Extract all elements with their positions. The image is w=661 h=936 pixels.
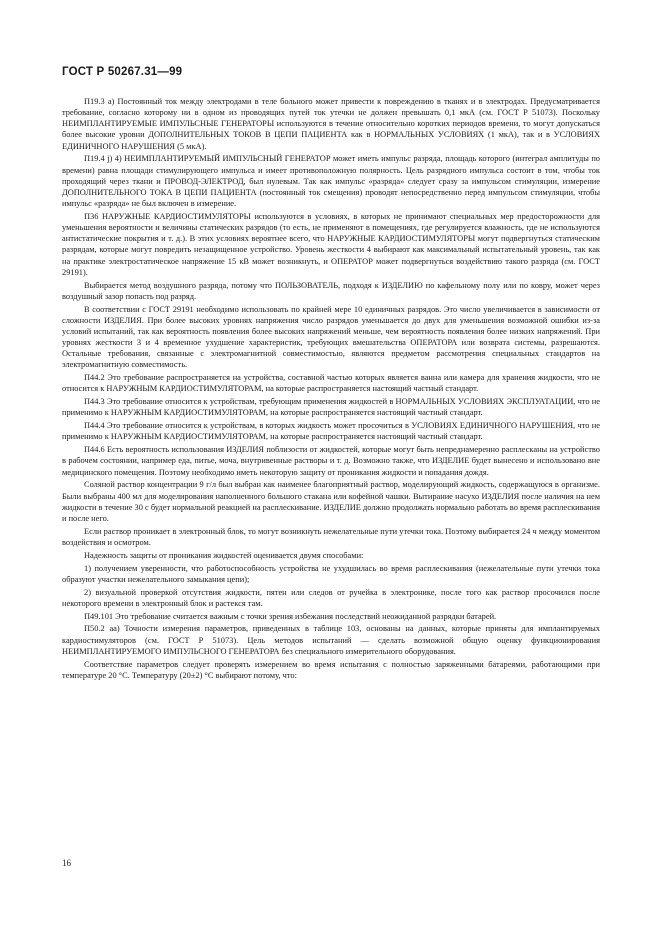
paragraph-p44-2: П44.2 Это требование распространяется на устройства, составной частью которых является ванна или камера для хранения жидкости, что не относится к НАРУЖНЫМ КАРДИОСТИМУЛЯТОРАМ, на которые распространяется настоящий частный стандарт. xyxy=(62,373,600,394)
document-body xyxy=(62,96,600,683)
paragraph-temperature: Соответствие параметров следует проверять измерением во время испытания с полностью заряженными батареями, работающими при температуре 20 °С. Температуру (20±2) °С выбирают потому, что: xyxy=(62,659,600,680)
standard-header: ГОСТ Р 50267.31—99 xyxy=(62,66,183,78)
paragraph-p50-2: П50.2 аа) Точности измерения параметров, приведенных в таблице 103, основаны на данных, которые приняты для имплантируемых кардиостимуляторов (см. ГОСТ Р 51073). Цель методов испытаний — сделать возможной общую оценку функционирования НЕИМПЛАНТИРУЕМОГО ИМПУЛЬСНОГО ГЕНЕРАТОРА без специального измерительного оборудования. xyxy=(62,624,600,656)
paragraph-air-discharge: Выбирается метод воздушного разряда, потому что ПОЛЬЗОВАТЕЛЬ, подходя к ИЗДЕЛИЮ по кафельному полу или по ковру, может через воздушный зазор попасть под разряд. xyxy=(62,280,600,301)
assessment-list xyxy=(62,563,600,609)
paragraph-saline: Соляной раствор концентрации 9 г/л был выбран как наименее благоприятный раствор, моделирующий жидкость, содержащуюся в организме. Были выбраны 400 мл для моделирования наполненного большого стакана или кофейной чашки. Вытирание насухо ИЗДЕЛИЯ после наличия на нем жидкости в течение 30 с будет нормальной реакцией на расплескивание. ИЗДЕЛИЕ должно продолжать нормально работать во время расплескивания и после него. xyxy=(62,480,600,523)
paragraph-reliability: Надежность защиты от проникания жидкостей оценивается двумя способами: xyxy=(84,550,364,560)
list-item: 2) визуальной проверкой отсутствия жидкости, пятен или следов от ручейка в электронике, после того как раствор просочился после некоторого времени в электронный блок и растекся там. xyxy=(62,587,600,608)
paragraph-p36: П36 НАРУЖНЫЕ КАРДИОСТИМУЛЯТОРЫ используются в условиях, в которых не принимают специальных мер предосторожности для уменьшения вероятности и величины статических разрядов (то есть, не применяют в помещениях, где регулируется влажность, где не используются антистатические покрытия и т. д.). В этих условиях вероятнее всего, что НАРУЖНЫЕ КАРДИОСТИМУЛЯТОРЫ могут подвергнуться статическим разрядам, которые могут повредить незащищенное устройство. Уровень жесткости 4 выбирают как максимальный испытательный уровень, так как на практике электростатическое напряжение 15 кВ может возникнуть, и ОПЕРАТОР может подвергнуться воздействию такого разряда (см. ГОСТ 29191). xyxy=(62,211,600,277)
paragraph-p19-3: П19.3 а) Постоянный ток между электродами в теле больного может привести к повреждению в тканях и в электродах. Предусматривается требование, согласно которому ни в одном из проводящих путей ток утечки не должен превышать 0,1 мкА (см. ГОСТ Р 51073). Поскольку НЕИМПЛАНТИРУЕМЫЕ ИМПУЛЬСНЫЕ ГЕНЕРАТОРЫ используются в течение относительно коротких периодов времени, то могут допускаться более высокие уровни ДОПОЛНИТЕЛЬНЫХ ТОКОВ В ЦЕПИ ПАЦИЕНТА как в НОРМАЛЬНЫХ УСЛОВИЯХ (1 мкА), так и в УСЛОВИЯХ ЕДИНИЧНОГО НАРУШЕНИЯ (5 мкА). xyxy=(62,97,600,151)
paragraph-discharges-count: В соответствии с ГОСТ 29191 необходимо использовать по крайней мере 10 единичных разрядов. Это число увеличивается в зависимости от сложности ИЗДЕЛИЯ. При более высоких уровнях напряжения число разрядов уменьшается до двух для уменьшения возможной ошибки из-за условий испытаний, так как вероятность появления более высоких напряжений меньше, чем вероятность появления более низких напряжений. При уровнях жесткости 3 и 4 временное ухудшение характеристик, требующих вмешательства ОПЕРАТОРА или возврата системы, разрешаются. Остальные требования, связанные с электромагнитной совместимостью, являются предметом рассмотрения специальных стандартов на электромагнитную совместимость. xyxy=(62,304,600,370)
paragraph-leakage: Если раствор проникает в электронный блок, то могут возникнуть нежелательные пути утечки тока. Поэтому выбирается 24 ч между моментом воздействия и осмотром. xyxy=(62,526,600,547)
paragraph-p44-3: П44.3 Это требование относится к устройствам, требующим применения жидкостей в НОРМАЛЬНЫХ УСЛОВИЯХ ЭКСПЛУАТАЦИИ, что не применимо к НАРУЖНЫМ КАРДИОСТИМУЛЯТОРАМ, на которые распространяется настоящий частный стандарт. xyxy=(62,397,600,418)
paragraph-p19-4: П19.4 j) 4) НЕИМПЛАНТИРУЕМЫЙ ИМПУЛЬСНЫЙ ГЕНЕРАТОР может иметь импульс разряда, площадь которого (интеграл амплитуды по времени) равна площади стимулирующего импульса и имеет противоположную полярность. Цель разрядного импульса состоит в том, чтобы ток проходящий через ткани и ПРОВОД-ЭЛЕКТРОД, был нулевым. Так как импульс «разряда» следует сразу за импульсом стимуляции, измерение ДОПОЛНИТЕЛЬНОГО ТОКА В ЦЕПИ ПАЦИЕНТА (постоянный ток смещения) проводят непосредственно перед импульсом стимуляции, чтобы импульс «разряда» не был включен в измерение. xyxy=(62,154,600,209)
paragraph-p44-4: П44.4 Это требование относится к устройствам, в которых жидкость может просочиться в УСЛОВИЯХ ЕДИНИЧНОГО НАРУШЕНИЯ, что не применимо к НАРУЖНЫМ КАРДИОСТИМУЛЯТОРАМ, на которые распространяется настоящий частный стандарт. xyxy=(62,421,600,442)
paragraph-p44-6: П44.6 Есть вероятность использования ИЗДЕЛИЯ поблизости от жидкостей, которые могут быть непреднамеренно расплесканы на устройство в рабочем состоянии, например еда, питье, моча, внутривенные растворы и т. д. Возможно также, что ИЗДЕЛИЕ будет вынесено и использовано вне медицинского помещения. Поэтому необходимо иметь некоторую защиту от проникания жидкости и попадания дождя. xyxy=(62,445,600,477)
paragraph-p49-101: П49.101 Это требование считается важным с точки зрения избежания последствий неожиданной разрядки батарей. xyxy=(84,611,497,621)
page-number: 16 xyxy=(62,858,71,868)
list-item: 1) получением уверенности, что работоспособность устройства не ухудшилась во время расплескивания (нежелательные пути утечки тока образуют участки нежелательного замыкания цепи); xyxy=(62,563,600,584)
